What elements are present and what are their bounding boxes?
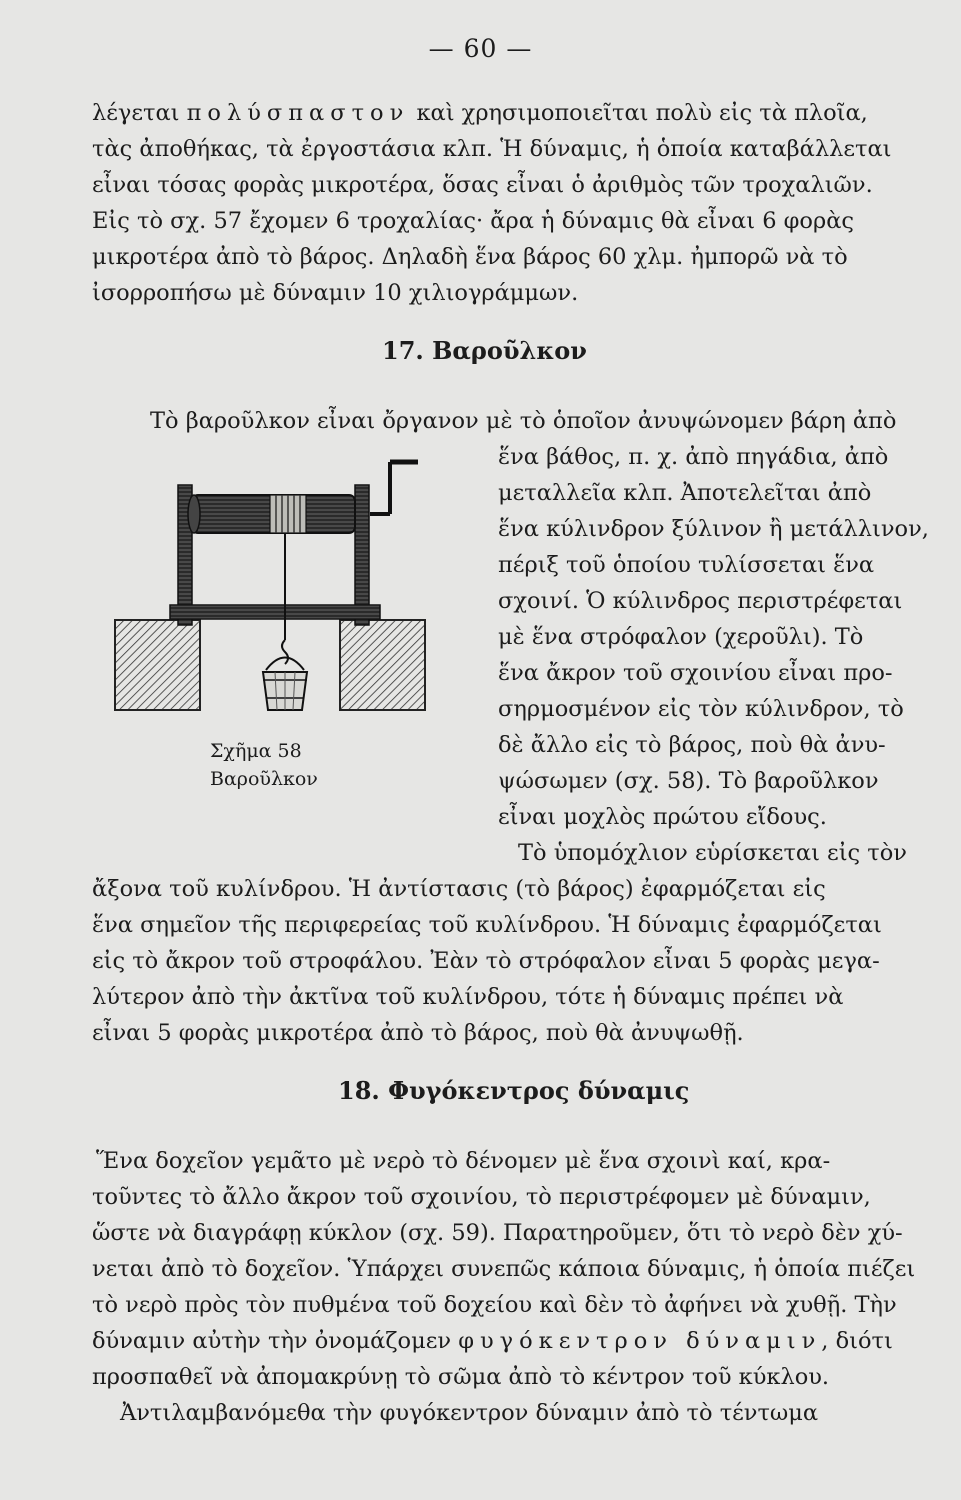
- s17-line-1: Τὸ βαροῦλκον εἶναι ὄργανον μὲ τὸ ὁποῖον ἀνυψώνομεν βάρη ἀπὸ: [150, 408, 897, 434]
- s17-right-4: πέριξ τοῦ ὁποίου τυλίσσεται ἕνα: [498, 552, 875, 578]
- intro-line-1: [92, 102, 868, 125]
- s17-right-1: ἕνα βάθος, π. χ. ἀπὸ πηγάδια, ἀπὸ: [498, 444, 889, 470]
- intro-line-4: Εἰς τὸ σχ. 57 ἔχομεν 6 τροχαλίας· ἄρα ἡ δύναμις θὰ εἶναι 6 φορὰς: [92, 208, 854, 234]
- intro-line-5: μικροτέρα ἀπὸ τὸ βάρος. Δηλαδὴ ἕνα βάρος 60 χλμ. ἠμπορῶ νὰ τὸ: [92, 244, 848, 270]
- intro-line-6: ἰσορροπήσω μὲ δύναμιν 10 χιλιογράμμων.: [92, 280, 579, 306]
- right-stone-block: [340, 620, 425, 710]
- section-18-heading: 18. Φυγόκεντρος δύναμις: [338, 1076, 690, 1105]
- s18-line-6-start: δύναμιν αὐτὴν τὴν ὀνομάζομεν: [92, 1328, 459, 1354]
- s17-full-1: ἄξονα τοῦ κυλίνδρου. Ἡ ἀντίστασις (τὸ βάρος) ἐφαρμόζεται εἰς: [92, 876, 826, 902]
- s18-line-6: [92, 1330, 893, 1353]
- s17-full-4: λύτερον ἀπὸ τὴν ἀκτῖνα τοῦ κυλίνδρου, τότε ἡ δύναμις πρέπει νὰ: [92, 984, 844, 1010]
- s17-right-2: μεταλλεῖα κλπ. Ἀποτελεῖται ἀπὸ: [498, 480, 872, 506]
- s17-right-7: ἕνα ἄκρον τοῦ σχοινίου εἶναι προ-: [498, 660, 893, 686]
- s18-line-1: Ἕνα δοχεῖον γεμᾶτο μὲ νερὸ τὸ δένομεν μὲ ἕνα σχοινὶ καί, κρα-: [96, 1148, 831, 1174]
- s17-right-11: εἶναι μοχλὸς πρώτου εἴδους.: [498, 804, 827, 830]
- cross-beam: [170, 605, 380, 619]
- s18-line-2: τοῦντες τὸ ἄλλο ἄκρον τοῦ σχοινίου, τὸ περιστρέφομεν μὲ δύναμιν,: [92, 1184, 871, 1210]
- s17-full-3: εἰς τὸ ἄκρον τοῦ στροφάλου. Ἐὰν τὸ στρόφαλον εἶναι 5 φορὰς μεγα-: [92, 948, 880, 974]
- s17-right-3: ἕνα κύλινδρον ξύλινον ἢ μετάλλινον,: [498, 516, 929, 542]
- s18-line-7: προσπαθεῖ νὰ ἀπομακρύνῃ τὸ σῶμα ἀπὸ τὸ κέντρον τοῦ κύκλου.: [92, 1364, 830, 1390]
- intro-line-3: εἶναι τόσας φορὰς μικροτέρα, ὅσας εἶναι ὁ ἀριθμὸς τῶν τροχαλιῶν.: [92, 172, 873, 198]
- s18-line-3: ὥστε νὰ διαγράφῃ κύκλον (σχ. 59). Παρατηροῦμεν, ὅτι τὸ νερὸ δὲν χύ-: [92, 1220, 903, 1246]
- polyspaston-term: πολύσπαστον: [186, 100, 410, 126]
- s18-line-5: τὸ νερὸ πρὸς τὸν πυθμένα τοῦ δοχείου καὶ δὲν τὸ ἀφήνει νὰ χυθῇ. Τὴν: [92, 1292, 897, 1318]
- s18-line-6-end: , διότι: [821, 1328, 893, 1354]
- crank-handle: [370, 462, 418, 514]
- section-17-heading: 17. Βαροῦλκον: [382, 336, 587, 365]
- s18-line-4: νεται ἀπὸ τὸ δοχεῖον. Ὑπάρχει συνεπῶς κάποια δύναμις, ἡ ὁποία πιέζει: [92, 1256, 916, 1282]
- intro-line-1-end: καὶ χρησιμοποιεῖται πολὺ εἰς τὰ πλοῖα,: [409, 100, 868, 126]
- s17-right-5: σχοινί. Ὁ κύλινδρος περιστρέφεται: [498, 588, 903, 614]
- right-post: [355, 485, 369, 625]
- s17-full-2: ἕνα σημεῖον τῆς περιφερείας τοῦ κυλίνδρου. Ἡ δύναμις ἐφαρμόζεται: [92, 912, 882, 938]
- windlass-illustration: [100, 440, 430, 730]
- s17-right-6: μὲ ἕνα στρόφαλον (χεροῦλι). Τὸ: [498, 624, 864, 650]
- bucket: [263, 672, 307, 710]
- s17-right-9: δὲ ἄλλο εἰς τὸ βάρος, ποὺ θὰ ἀνυ-: [498, 732, 886, 758]
- s18-line-8: Ἀντιλαμβανόμεθα τὴν φυγόκεντρον δύναμιν ἀπὸ τὸ τέντωμα: [120, 1400, 819, 1426]
- page-number: — 60 —: [428, 34, 533, 63]
- intro-line-1-start: λέγεται: [92, 100, 187, 126]
- s17-right-12: Τὸ ὑπομόχλιον εὑρίσκεται εἰς τὸν: [518, 840, 907, 866]
- s17-full-5: εἶναι 5 φορὰς μικροτέρα ἀπὸ τὸ βάρος, ποὺ θὰ ἀνυψωθῇ.: [92, 1020, 744, 1046]
- rope-coil: [270, 495, 306, 533]
- left-stone-block: [115, 620, 200, 710]
- figure-caption-number: Σχῆμα 58: [210, 740, 302, 762]
- s17-right-10: ψώσωμεν (σχ. 58). Τὸ βαροῦλκον: [498, 768, 879, 794]
- s17-right-8: σηρμοσμένον εἰς τὸν κύλινδρον, τὸ: [498, 696, 904, 722]
- intro-line-2: τὰς ἀποθήκας, τὰ ἐργοστάσια κλπ. Ἡ δύναμις, ἡ ὁποία καταβάλλεται: [92, 136, 892, 162]
- figure-caption-title: Βαροῦλκον: [210, 768, 318, 790]
- centrifugal-term: φυγόκεντρον δύναμιν: [458, 1328, 822, 1354]
